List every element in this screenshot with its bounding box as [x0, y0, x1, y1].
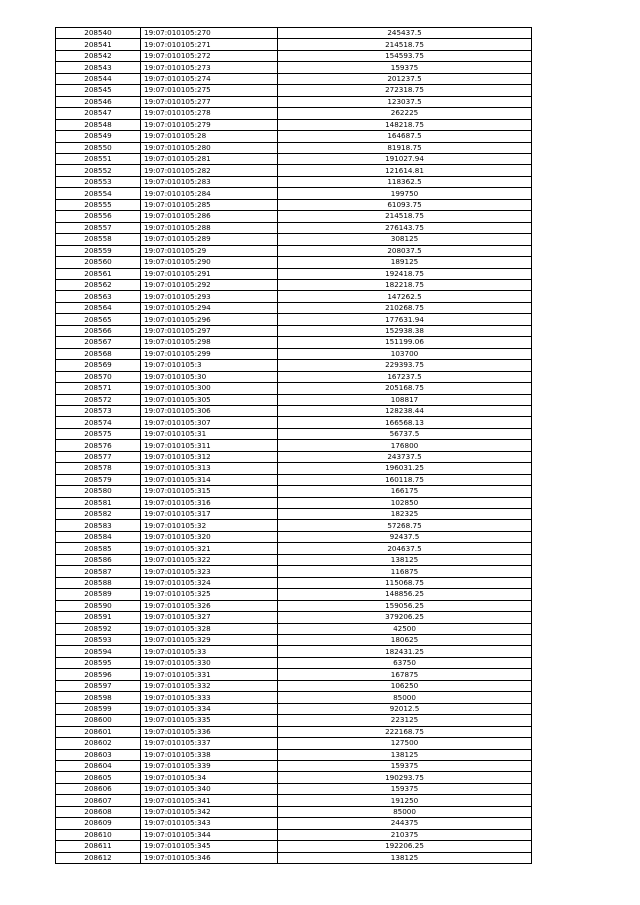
amount-cell: 106250 — [278, 680, 532, 691]
row-id-cell: 208544 — [56, 73, 141, 84]
amount-cell: 201237.5 — [278, 73, 532, 84]
cadastral-number-cell: 19:07:010105:323 — [141, 566, 278, 577]
cadastral-number-cell: 19:07:010105:345 — [141, 841, 278, 852]
table-row — [56, 348, 532, 359]
table-row — [56, 841, 532, 852]
amount-cell: 166175 — [278, 486, 532, 497]
cadastral-number-cell: 19:07:010105:327 — [141, 612, 278, 623]
table-row — [56, 715, 532, 726]
row-id-cell: 208612 — [56, 852, 141, 863]
amount-cell: 379206.25 — [278, 612, 532, 623]
row-id-cell: 208569 — [56, 360, 141, 371]
amount-cell: 85000 — [278, 692, 532, 703]
row-id-cell: 208588 — [56, 577, 141, 588]
amount-cell: 192418.75 — [278, 268, 532, 279]
table-row — [56, 623, 532, 634]
row-id-cell: 208609 — [56, 818, 141, 829]
cadastral-number-cell: 19:07:010105:279 — [141, 119, 278, 130]
amount-cell: 57268.75 — [278, 520, 532, 531]
table-row — [56, 302, 532, 313]
table-row — [56, 635, 532, 646]
cadastral-number-cell: 19:07:010105:316 — [141, 497, 278, 508]
cadastral-number-cell: 19:07:010105:312 — [141, 451, 278, 462]
table-row — [56, 153, 532, 164]
amount-cell: 191027.94 — [278, 153, 532, 164]
cadastral-number-cell: 19:07:010105:288 — [141, 222, 278, 233]
table-row — [56, 279, 532, 290]
cadastral-number-cell: 19:07:010105:270 — [141, 28, 278, 39]
table-row — [56, 165, 532, 176]
amount-cell: 152938.38 — [278, 325, 532, 336]
cadastral-number-cell: 19:07:010105:30 — [141, 371, 278, 382]
amount-cell: 189125 — [278, 257, 532, 268]
row-id-cell: 208583 — [56, 520, 141, 531]
table-row — [56, 188, 532, 199]
cadastral-number-cell: 19:07:010105:341 — [141, 795, 278, 806]
row-id-cell: 208589 — [56, 589, 141, 600]
cadastral-number-cell: 19:07:010105:311 — [141, 440, 278, 451]
amount-cell: 159375 — [278, 783, 532, 794]
row-id-cell: 208553 — [56, 176, 141, 187]
table-row — [56, 531, 532, 542]
table-row — [56, 73, 532, 84]
amount-cell: 210375 — [278, 829, 532, 840]
row-id-cell: 208605 — [56, 772, 141, 783]
row-id-cell: 208549 — [56, 131, 141, 142]
amount-cell: 180625 — [278, 635, 532, 646]
row-id-cell: 208552 — [56, 165, 141, 176]
amount-cell: 115068.75 — [278, 577, 532, 588]
cadastral-number-cell: 19:07:010105:281 — [141, 153, 278, 164]
row-id-cell: 208550 — [56, 142, 141, 153]
row-id-cell: 208558 — [56, 234, 141, 245]
table-row — [56, 131, 532, 142]
table-row — [56, 749, 532, 760]
row-id-cell: 208562 — [56, 279, 141, 290]
table-row — [56, 268, 532, 279]
cadastral-number-cell: 19:07:010105:274 — [141, 73, 278, 84]
row-id-cell: 208551 — [56, 153, 141, 164]
amount-cell: 205168.75 — [278, 383, 532, 394]
amount-cell: 128238.44 — [278, 405, 532, 416]
row-id-cell: 208587 — [56, 566, 141, 577]
amount-cell: 199750 — [278, 188, 532, 199]
table-row — [56, 818, 532, 829]
table-row — [56, 543, 532, 554]
amount-cell: 214518.75 — [278, 39, 532, 50]
amount-cell: 118362.5 — [278, 176, 532, 187]
amount-cell: 223125 — [278, 715, 532, 726]
table-row — [56, 85, 532, 96]
row-id-cell: 208604 — [56, 761, 141, 772]
row-id-cell: 208547 — [56, 108, 141, 119]
amount-cell: 229393.75 — [278, 360, 532, 371]
table-row — [56, 669, 532, 680]
amount-cell: 222168.75 — [278, 726, 532, 737]
amount-cell: 192206.25 — [278, 841, 532, 852]
row-id-cell: 208593 — [56, 635, 141, 646]
amount-cell: 85000 — [278, 806, 532, 817]
amount-cell: 177631.94 — [278, 314, 532, 325]
row-id-cell: 208556 — [56, 211, 141, 222]
amount-cell: 167237.5 — [278, 371, 532, 382]
table-row — [56, 646, 532, 657]
amount-cell: 159375 — [278, 62, 532, 73]
amount-cell: 159056.25 — [278, 600, 532, 611]
table-row — [56, 257, 532, 268]
table-row — [56, 142, 532, 153]
cadastral-number-cell: 19:07:010105:282 — [141, 165, 278, 176]
amount-cell: 148856.25 — [278, 589, 532, 600]
amount-cell: 176800 — [278, 440, 532, 451]
cadastral-number-cell: 19:07:010105:292 — [141, 279, 278, 290]
table-row — [56, 234, 532, 245]
row-id-cell: 208566 — [56, 325, 141, 336]
amount-cell: 182431.25 — [278, 646, 532, 657]
cadastral-number-cell: 19:07:010105:298 — [141, 337, 278, 348]
table-row — [56, 383, 532, 394]
amount-cell: 182325 — [278, 509, 532, 520]
row-id-cell: 208601 — [56, 726, 141, 737]
row-id-cell: 208596 — [56, 669, 141, 680]
row-id-cell: 208577 — [56, 451, 141, 462]
cadastral-number-cell: 19:07:010105:331 — [141, 669, 278, 680]
row-id-cell: 208542 — [56, 50, 141, 61]
table-row — [56, 852, 532, 863]
row-id-cell: 208545 — [56, 85, 141, 96]
cadastral-number-cell: 19:07:010105:326 — [141, 600, 278, 611]
amount-cell: 81918.75 — [278, 142, 532, 153]
cadastral-number-cell: 19:07:010105:272 — [141, 50, 278, 61]
amount-cell: 108817 — [278, 394, 532, 405]
amount-cell: 208037.5 — [278, 245, 532, 256]
cadastral-number-cell: 19:07:010105:290 — [141, 257, 278, 268]
cadastral-number-cell: 19:07:010105:328 — [141, 623, 278, 634]
row-id-cell: 208565 — [56, 314, 141, 325]
row-id-cell: 208578 — [56, 463, 141, 474]
cadastral-number-cell: 19:07:010105:278 — [141, 108, 278, 119]
table-row — [56, 50, 532, 61]
amount-cell: 245437.5 — [278, 28, 532, 39]
amount-cell: 244375 — [278, 818, 532, 829]
cadastral-number-cell: 19:07:010105:332 — [141, 680, 278, 691]
cadastral-number-cell: 19:07:010105:31 — [141, 428, 278, 439]
row-id-cell: 208582 — [56, 509, 141, 520]
row-id-cell: 208576 — [56, 440, 141, 451]
cadastral-number-cell: 19:07:010105:296 — [141, 314, 278, 325]
table-row — [56, 62, 532, 73]
table-row — [56, 783, 532, 794]
cadastral-number-cell: 19:07:010105:320 — [141, 531, 278, 542]
amount-cell: 262225 — [278, 108, 532, 119]
cadastral-number-cell: 19:07:010105:317 — [141, 509, 278, 520]
cadastral-number-cell: 19:07:010105:34 — [141, 772, 278, 783]
data-table — [55, 27, 532, 864]
row-id-cell: 208548 — [56, 119, 141, 130]
cadastral-number-cell: 19:07:010105:293 — [141, 291, 278, 302]
table-row — [56, 176, 532, 187]
table-row — [56, 119, 532, 130]
amount-cell: 182218.75 — [278, 279, 532, 290]
table-row — [56, 738, 532, 749]
cadastral-number-cell: 19:07:010105:271 — [141, 39, 278, 50]
cadastral-number-cell: 19:07:010105:344 — [141, 829, 278, 840]
amount-cell: 276143.75 — [278, 222, 532, 233]
row-id-cell: 208581 — [56, 497, 141, 508]
table-row — [56, 829, 532, 840]
cadastral-number-cell: 19:07:010105:346 — [141, 852, 278, 863]
amount-cell: 147262.5 — [278, 291, 532, 302]
amount-cell: 92012.5 — [278, 703, 532, 714]
table-row — [56, 394, 532, 405]
table-row — [56, 440, 532, 451]
row-id-cell: 208594 — [56, 646, 141, 657]
cadastral-number-cell: 19:07:010105:280 — [141, 142, 278, 153]
table-row — [56, 245, 532, 256]
row-id-cell: 208600 — [56, 715, 141, 726]
row-id-cell: 208579 — [56, 474, 141, 485]
amount-cell: 56737.5 — [278, 428, 532, 439]
table-row — [56, 96, 532, 107]
table-row — [56, 520, 532, 531]
table-row — [56, 314, 532, 325]
table-row — [56, 772, 532, 783]
row-id-cell: 208603 — [56, 749, 141, 760]
cadastral-number-cell: 19:07:010105:286 — [141, 211, 278, 222]
row-id-cell: 208555 — [56, 199, 141, 210]
table-row — [56, 509, 532, 520]
amount-cell: 196031.25 — [278, 463, 532, 474]
table-row — [56, 806, 532, 817]
cadastral-number-cell: 19:07:010105:334 — [141, 703, 278, 714]
amount-cell: 61093.75 — [278, 199, 532, 210]
amount-cell: 42500 — [278, 623, 532, 634]
amount-cell: 159375 — [278, 761, 532, 772]
row-id-cell: 208543 — [56, 62, 141, 73]
row-id-cell: 208546 — [56, 96, 141, 107]
cadastral-number-cell: 19:07:010105:283 — [141, 176, 278, 187]
amount-cell: 166568.13 — [278, 417, 532, 428]
cadastral-number-cell: 19:07:010105:333 — [141, 692, 278, 703]
row-id-cell: 208591 — [56, 612, 141, 623]
cadastral-number-cell: 19:07:010105:325 — [141, 589, 278, 600]
cadastral-number-cell: 19:07:010105:321 — [141, 543, 278, 554]
cadastral-number-cell: 19:07:010105:339 — [141, 761, 278, 772]
cadastral-number-cell: 19:07:010105:322 — [141, 554, 278, 565]
cadastral-number-cell: 19:07:010105:3 — [141, 360, 278, 371]
amount-cell: 154593.75 — [278, 50, 532, 61]
cadastral-number-cell: 19:07:010105:337 — [141, 738, 278, 749]
cadastral-number-cell: 19:07:010105:28 — [141, 131, 278, 142]
cadastral-number-cell: 19:07:010105:32 — [141, 520, 278, 531]
row-id-cell: 208563 — [56, 291, 141, 302]
table-row — [56, 795, 532, 806]
row-id-cell: 208571 — [56, 383, 141, 394]
table-row — [56, 291, 532, 302]
amount-cell: 103700 — [278, 348, 532, 359]
table-row — [56, 405, 532, 416]
row-id-cell: 208586 — [56, 554, 141, 565]
amount-cell: 92437.5 — [278, 531, 532, 542]
row-id-cell: 208606 — [56, 783, 141, 794]
row-id-cell: 208559 — [56, 245, 141, 256]
cadastral-number-cell: 19:07:010105:285 — [141, 199, 278, 210]
amount-cell: 63750 — [278, 657, 532, 668]
cadastral-number-cell: 19:07:010105:324 — [141, 577, 278, 588]
amount-cell: 160118.75 — [278, 474, 532, 485]
amount-cell: 210268.75 — [278, 302, 532, 313]
table-row — [56, 726, 532, 737]
amount-cell: 204637.5 — [278, 543, 532, 554]
cadastral-number-cell: 19:07:010105:33 — [141, 646, 278, 657]
cadastral-number-cell: 19:07:010105:330 — [141, 657, 278, 668]
amount-cell: 123037.5 — [278, 96, 532, 107]
cadastral-number-cell: 19:07:010105:291 — [141, 268, 278, 279]
table-row — [56, 28, 532, 39]
table-row — [56, 554, 532, 565]
table-row — [56, 211, 532, 222]
row-id-cell: 208585 — [56, 543, 141, 554]
row-id-cell: 208573 — [56, 405, 141, 416]
cadastral-number-cell: 19:07:010105:277 — [141, 96, 278, 107]
row-id-cell: 208610 — [56, 829, 141, 840]
row-id-cell: 208602 — [56, 738, 141, 749]
row-id-cell: 208592 — [56, 623, 141, 634]
cadastral-number-cell: 19:07:010105:340 — [141, 783, 278, 794]
cadastral-number-cell: 19:07:010105:29 — [141, 245, 278, 256]
row-id-cell: 208595 — [56, 657, 141, 668]
table-row — [56, 486, 532, 497]
cadastral-number-cell: 19:07:010105:343 — [141, 818, 278, 829]
cadastral-number-cell: 19:07:010105:336 — [141, 726, 278, 737]
row-id-cell: 208560 — [56, 257, 141, 268]
row-id-cell: 208599 — [56, 703, 141, 714]
table-row — [56, 612, 532, 623]
table-row — [56, 657, 532, 668]
amount-cell: 102850 — [278, 497, 532, 508]
cadastral-number-cell: 19:07:010105:306 — [141, 405, 278, 416]
cadastral-number-cell: 19:07:010105:275 — [141, 85, 278, 96]
table-row — [56, 761, 532, 772]
row-id-cell: 208597 — [56, 680, 141, 691]
row-id-cell: 208574 — [56, 417, 141, 428]
cadastral-number-cell: 19:07:010105:300 — [141, 383, 278, 394]
row-id-cell: 208607 — [56, 795, 141, 806]
table-row — [56, 589, 532, 600]
table-row — [56, 39, 532, 50]
row-id-cell: 208557 — [56, 222, 141, 233]
cadastral-number-cell: 19:07:010105:315 — [141, 486, 278, 497]
row-id-cell: 208590 — [56, 600, 141, 611]
row-id-cell: 208598 — [56, 692, 141, 703]
table-row — [56, 566, 532, 577]
amount-cell: 121614.81 — [278, 165, 532, 176]
amount-cell: 272318.75 — [278, 85, 532, 96]
amount-cell: 151199.06 — [278, 337, 532, 348]
amount-cell: 164687.5 — [278, 131, 532, 142]
amount-cell: 214518.75 — [278, 211, 532, 222]
table-row — [56, 108, 532, 119]
table-row — [56, 497, 532, 508]
amount-cell: 243737.5 — [278, 451, 532, 462]
table-row — [56, 680, 532, 691]
row-id-cell: 208570 — [56, 371, 141, 382]
row-id-cell: 208575 — [56, 428, 141, 439]
table-row — [56, 692, 532, 703]
cadastral-number-cell: 19:07:010105:307 — [141, 417, 278, 428]
cadastral-number-cell: 19:07:010105:314 — [141, 474, 278, 485]
table-row — [56, 199, 532, 210]
row-id-cell: 208608 — [56, 806, 141, 817]
row-id-cell: 208541 — [56, 39, 141, 50]
amount-cell: 127500 — [278, 738, 532, 749]
cadastral-number-cell: 19:07:010105:299 — [141, 348, 278, 359]
table-row — [56, 360, 532, 371]
row-id-cell: 208567 — [56, 337, 141, 348]
table-row — [56, 325, 532, 336]
amount-cell: 308125 — [278, 234, 532, 245]
table-row — [56, 417, 532, 428]
cadastral-number-cell: 19:07:010105:294 — [141, 302, 278, 313]
cadastral-number-cell: 19:07:010105:273 — [141, 62, 278, 73]
amount-cell: 138125 — [278, 749, 532, 760]
cadastral-number-cell: 19:07:010105:338 — [141, 749, 278, 760]
row-id-cell: 208584 — [56, 531, 141, 542]
cadastral-number-cell: 19:07:010105:335 — [141, 715, 278, 726]
table-row — [56, 337, 532, 348]
row-id-cell: 208568 — [56, 348, 141, 359]
amount-cell: 148218.75 — [278, 119, 532, 130]
amount-cell: 138125 — [278, 852, 532, 863]
table-body — [56, 28, 532, 864]
row-id-cell: 208564 — [56, 302, 141, 313]
table-row — [56, 600, 532, 611]
cadastral-number-cell: 19:07:010105:297 — [141, 325, 278, 336]
amount-cell: 116875 — [278, 566, 532, 577]
amount-cell: 191250 — [278, 795, 532, 806]
cadastral-number-cell: 19:07:010105:329 — [141, 635, 278, 646]
cadastral-number-cell: 19:07:010105:289 — [141, 234, 278, 245]
row-id-cell: 208554 — [56, 188, 141, 199]
amount-cell: 167875 — [278, 669, 532, 680]
row-id-cell: 208572 — [56, 394, 141, 405]
cadastral-number-cell: 19:07:010105:342 — [141, 806, 278, 817]
row-id-cell: 208540 — [56, 28, 141, 39]
table-row — [56, 451, 532, 462]
row-id-cell: 208561 — [56, 268, 141, 279]
cadastral-number-cell: 19:07:010105:284 — [141, 188, 278, 199]
row-id-cell: 208580 — [56, 486, 141, 497]
table-row — [56, 371, 532, 382]
table-row — [56, 428, 532, 439]
cadastral-number-cell: 19:07:010105:305 — [141, 394, 278, 405]
table-row — [56, 703, 532, 714]
amount-cell: 190293.75 — [278, 772, 532, 783]
table-row — [56, 474, 532, 485]
table-row — [56, 463, 532, 474]
table-row — [56, 222, 532, 233]
table-row — [56, 577, 532, 588]
amount-cell: 138125 — [278, 554, 532, 565]
row-id-cell: 208611 — [56, 841, 141, 852]
cadastral-number-cell: 19:07:010105:313 — [141, 463, 278, 474]
